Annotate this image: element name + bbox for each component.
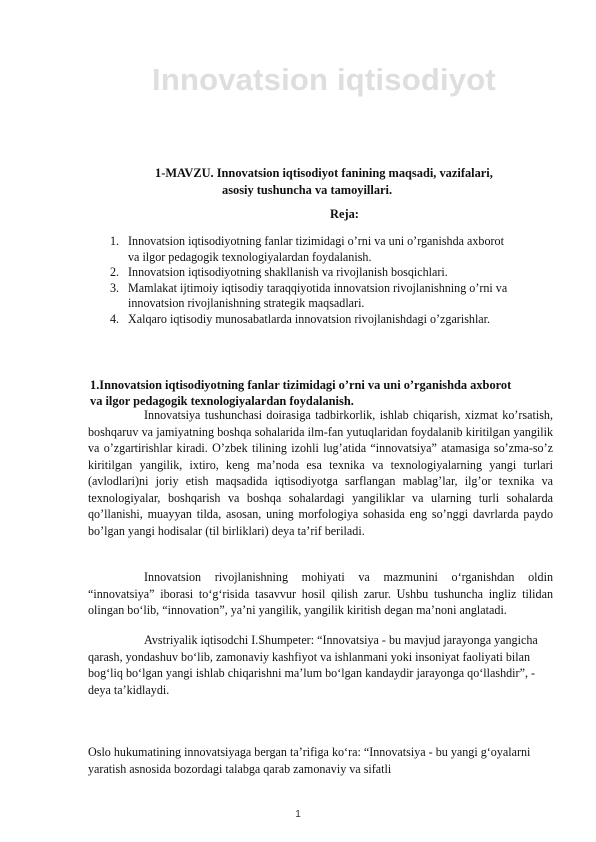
title-line-2: asosiy tushuncha va tamoyillari.	[222, 183, 393, 197]
plan-item-number: 1.	[110, 234, 120, 248]
plan-item-number: 2.	[110, 265, 120, 279]
title-line-1: 1-MAVZU. Innovatsion iqtisodiyot fanining maqsadi, vazifalari,	[155, 166, 493, 180]
plan-item	[110, 265, 510, 281]
paragraph-1: Innovatsiya tushunchasi doirasiga tadbirkorlik, ishlab chiqarish, xizmat ko’rsatish, boshqaruv va jamiyatning boshqa sohalarida ilm-fan yutuqlaridan foydalanib kiritilgan yangilik va o’zgartirishlar kiradi. O’zbek tilining izohli lug’atida “innovatsiya” atamasiga so’zma-so’z kiritilgan yangilik, ixtiro, keng ma’noda esa texnika va texnologiyalarning yangi turlari (avlodlari)ni joriy etish maqsadida iqtisodiyotga sarflangan mablag’lar, ilg’or texnika va texnologiyalar, boshqarish va boshqa sohalardagi yangiliklar va ularning turli sohalarda qo’llanishi, muayyan tilda, asosan, uning morfologiya sohasida eng so’nggi davrlarda paydo bo’lgan yangi hodisalar (til birliklari) deya ta’rif beriladi.	[88, 408, 553, 538]
plan-item-text: Mamlakat ijtimoiy iqtisodiy taraqqiyotida innovatsion rivojlanishning o’rni va innovatsion rivojlanishning strategik maqsadlari.	[128, 280, 508, 310]
paragraph-4: Oslo hukumatining innovatsiyaga bergan ta’rifiga ko‘ra: “Innovatsiya - bu yangi g‘oyalarni yaratish asnosida bozordagi talabga qarab zamonaviy va sifatli	[88, 745, 531, 776]
plan-item-text: Innovatsion iqtisodiyotning fanlar tizimidagi o’rni va uni o’rganishda axborot va ilgor pedagogik texnologiyalardan foydalanish.	[128, 234, 504, 264]
plan-heading: Reja:	[330, 207, 359, 221]
section-heading: 1.Innovatsion iqtisodiyotning fanlar tizimidagi o’rni va uni o’rganishda axborot va ilgor pedagogik texnologiyalardan foydalanish.	[90, 378, 512, 408]
paragraph-3: Avstriyalik iqtisodchi I.Shumpeter: “Innovatsiya - bu mavjud jarayonga yangicha qarash, yondashuv bo‘lib, zamonaviy kashfiyot va ishlanmani yoki insoniyat faoliyati bilan bog‘liq bo‘lgan yangi ishlab chiqarishni ma’lum bo‘lgan kandaydir jarayonga qo‘llashdir”, - deya ta’kidlaydi.	[88, 633, 538, 697]
plan-item-text: Innovatsion iqtisodiyotning shakllanish va rivojlanish bosqichlari.	[128, 265, 448, 279]
plan-list	[110, 234, 510, 327]
page-number: 1	[295, 809, 301, 820]
plan-item-number: 4.	[110, 311, 120, 326]
watermark: Innovatsion iqtisodiyot	[152, 62, 496, 97]
plan-item	[110, 312, 510, 328]
paragraph-2: Innovatsion rivojlanishning mohiyati va mazmunini o‘rganishdan oldin “innovatsiya” iborasi to‘g‘risida tasavvur hosil qilish zarur. Ushbu tushuncha ingliz tilidan olingan bo‘lib, “innovation”, ya’ni yangilik, yangilik kiritish degan ma’noni anglatadi.	[88, 570, 553, 617]
plan-item-number: 3.	[110, 280, 120, 295]
plan-item	[110, 234, 510, 265]
plan-item-text: Xalqaro iqtisodiy munosabatlarda innovatsion rivojlanishdagi o’zgarishlar.	[128, 311, 491, 326]
plan-item	[110, 281, 510, 312]
